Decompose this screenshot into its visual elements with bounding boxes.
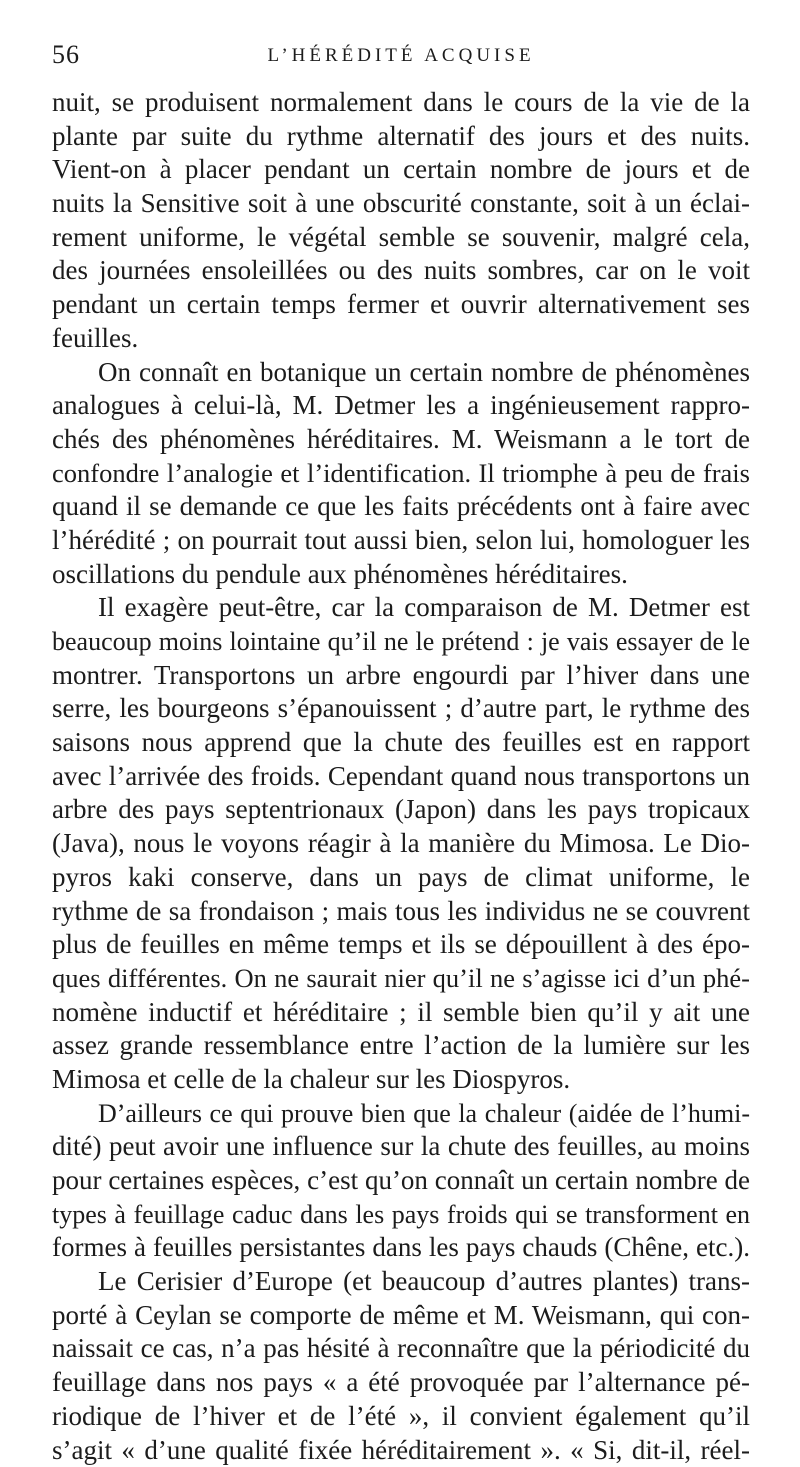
running-title: L’HÉRÉDITÉ ACQUISE <box>52 44 750 68</box>
text-line: assez grande ressemblance entre l’action de la lumière sur les <box>52 1029 750 1063</box>
text-line: ques différentes. On ne saurait nier qu’il ne s’agisse ici d’un phé- <box>52 962 750 996</box>
text-line: serre, les bourgeons s’épanouissent ; d’autre part, le rythme des <box>52 692 750 726</box>
text-line: beaucoup moins lointaine qu’il ne le prétend : je vais essayer de le <box>52 625 750 659</box>
text-line: quand il se demande ce que les faits précédents ont à faire avec <box>52 490 750 524</box>
text-line: Mimosa et celle de la chaleur sur les Diospyros. <box>52 1063 750 1097</box>
text-line: rement uniforme, le végétal semble se souvenir, malgré cela, <box>52 221 750 255</box>
body-text <box>52 86 750 1467</box>
text-line: On connaît en botanique un certain nombre de phénomènes <box>52 356 750 390</box>
text-line: pendant un certain temps fermer et ouvrir alternativement ses <box>52 288 750 322</box>
text-line: feuilles. <box>52 322 750 356</box>
text-line: nuits la Sensitive soit à une obscurité constante, soit à un éclai- <box>52 187 750 221</box>
text-line: s’agit « d’une qualité fixée héréditairement ». « Si, dit-il, réel- <box>52 1434 750 1467</box>
text-line: oscillations du pendule aux phénomènes héréditaires. <box>52 558 750 592</box>
text-line: des journées ensoleillées ou des nuits sombres, car on le voit <box>52 254 750 288</box>
text-line: arbre des pays septentrionaux (Japon) dans les pays tropicaux <box>52 793 750 827</box>
text-line: types à feuillage caduc dans les pays froids qui se transforment en <box>52 1198 750 1232</box>
text-line: nuit, se produisent normalement dans le cours de la vie de la <box>52 86 750 120</box>
running-head <box>52 40 750 80</box>
text-line: Vient-on à placer pendant un certain nombre de jours et de <box>52 153 750 187</box>
text-line: rythme de sa frondaison ; mais tous les individus ne se couvrent <box>52 895 750 929</box>
text-line: nomène inductif et héréditaire ; il semble bien qu’il y ait une <box>52 996 750 1030</box>
text-line: porté à Ceylan se comporte de même et M. Weismann, qui con- <box>52 1299 750 1333</box>
text-line: pour certaines espèces, c’est qu’on connaît un certain nombre de <box>52 1164 750 1198</box>
text-line: formes à feuilles persistantes dans les pays chauds (Chêne, etc.). <box>52 1231 750 1265</box>
text-line: avec l’arrivée des froids. Cependant quand nous transportons un <box>52 760 750 794</box>
text-line: montrer. Transportons un arbre engourdi par l’hiver dans une <box>52 659 750 693</box>
text-line: confondre l’analogie et l’identification. Il triomphe à peu de frais <box>52 457 750 491</box>
text-line: pyros kaki conserve, dans un pays de climat uniforme, le <box>52 861 750 895</box>
text-line: plante par suite du rythme alternatif des jours et des nuits. <box>52 120 750 154</box>
text-line: feuillage dans nos pays « a été provoquée par l’alternance pé- <box>52 1366 750 1400</box>
page-number: 56 <box>52 40 80 70</box>
text-line: saisons nous apprend que la chute des feuilles est en rapport <box>52 726 750 760</box>
text-line: analogues à celui-là, M. Detmer les a ingénieusement rappro- <box>52 389 750 423</box>
text-line: l’hérédité ; on pourrait tout aussi bien, selon lui, homologuer les <box>52 524 750 558</box>
text-line: D’ailleurs ce qui prouve bien que la chaleur (aidée de l’humi- <box>52 1097 750 1131</box>
text-line: Il exagère peut-être, car la comparaison de M. Detmer est <box>52 591 750 625</box>
text-line: Le Cerisier d’Europe (et beaucoup d’autres plantes) trans- <box>52 1265 750 1299</box>
text-line: naissait ce cas, n’a pas hésité à reconnaître que la périodicité du <box>52 1332 750 1366</box>
text-line: riodique de l’hiver et de l’été », il convient également qu’il <box>52 1400 750 1434</box>
text-line: (Java), nous le voyons réagir à la manière du Mimosa. Le Dio- <box>52 827 750 861</box>
text-line: chés des phénomènes héréditaires. M. Weismann a le tort de <box>52 423 750 457</box>
text-line: dité) peut avoir une influence sur la chute des feuilles, au moins <box>52 1130 750 1164</box>
text-line: plus de feuilles en même temps et ils se dépouillent à des épo- <box>52 928 750 962</box>
